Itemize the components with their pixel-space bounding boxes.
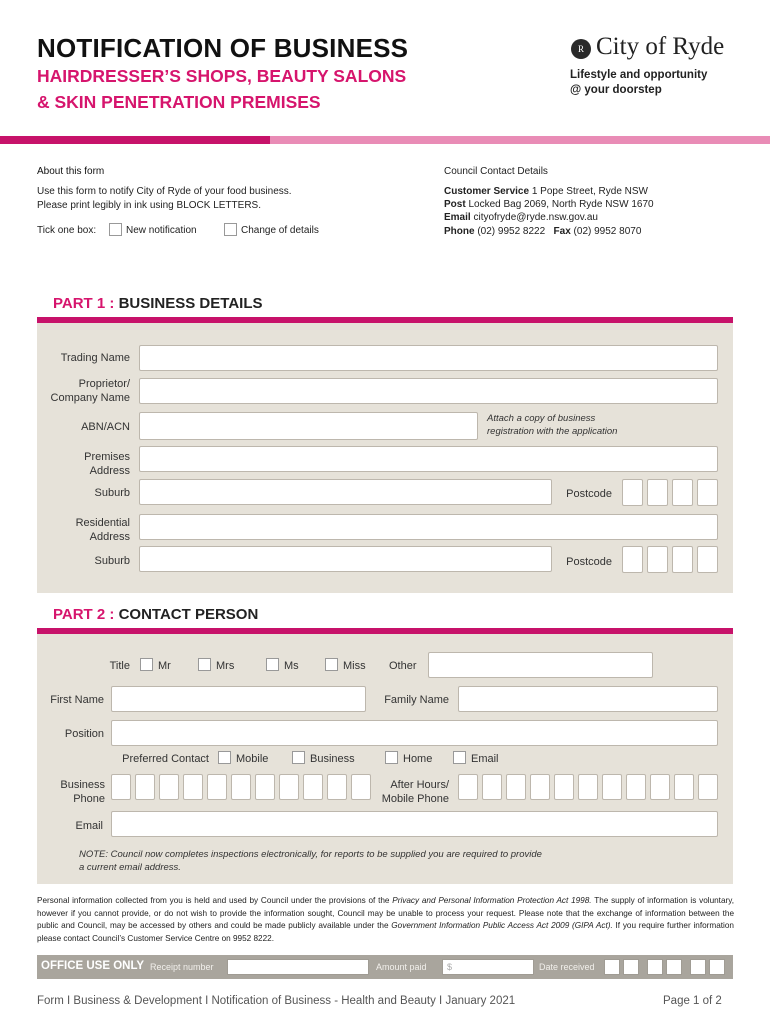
postcode2-cell[interactable]: [672, 546, 693, 573]
header-bar-light: [270, 136, 770, 144]
phone-value: (02) 9952 8222: [477, 226, 546, 237]
post-line: [444, 199, 654, 210]
after-hours-cell[interactable]: [674, 774, 694, 800]
page-number: Page 1 of 2: [663, 995, 722, 1007]
after-hours-label-2: Mobile Phone: [381, 793, 449, 805]
premises-label-2: Address: [89, 465, 130, 477]
email-pref-label: Email: [471, 753, 499, 765]
residential-label-2: Address: [89, 531, 130, 543]
residential-address-input[interactable]: [139, 514, 718, 540]
position-label: Position: [64, 728, 104, 740]
receipt-number-label: Receipt number: [150, 962, 214, 972]
phone-line: [444, 226, 641, 237]
privacy-text-1: Personal information collected from you is held and used by Council under the provisions of the: [37, 896, 393, 905]
business-phone-label-1: Business: [60, 779, 105, 791]
mr-checkbox[interactable]: [140, 658, 153, 671]
proprietor-label-1: Proprietor/: [78, 378, 130, 390]
part2-number: PART 2 :: [53, 606, 115, 623]
email-value: cityofryde@ryde.nsw.gov.au: [473, 212, 598, 223]
part1-heading: BUSINESS DETAILS: [118, 295, 263, 312]
business-phone-cell[interactable]: [327, 774, 347, 800]
business-phone-cell[interactable]: [159, 774, 179, 800]
postcode2-cell[interactable]: [622, 546, 643, 573]
postcode2-cell[interactable]: [697, 546, 718, 573]
after-hours-cell[interactable]: [482, 774, 502, 800]
city-logo-icon: R: [571, 39, 591, 59]
business-label: Business: [310, 753, 355, 765]
abn-label: ABN/ACN: [81, 421, 130, 433]
other-title-input[interactable]: [428, 652, 653, 678]
mobile-checkbox[interactable]: [218, 751, 231, 764]
mr-label: Mr: [158, 660, 171, 672]
suburb2-input[interactable]: [139, 546, 552, 572]
first-name-input[interactable]: [111, 686, 366, 712]
date-cell[interactable]: [647, 959, 663, 975]
after-hours-phone-cells[interactable]: [458, 774, 718, 802]
business-phone-cell[interactable]: [135, 774, 155, 800]
other-label: Other: [389, 660, 417, 672]
business-phone-cell[interactable]: [111, 774, 131, 800]
after-hours-cell[interactable]: [578, 774, 598, 800]
email-label: Email: [444, 212, 471, 223]
business-phone-cell[interactable]: [255, 774, 275, 800]
dollar-sign: $: [447, 962, 453, 972]
customer-service-line: [444, 186, 648, 197]
date-cell[interactable]: [666, 959, 682, 975]
business-phone-cell[interactable]: [303, 774, 323, 800]
new-notification-label: New notification: [126, 225, 197, 236]
after-hours-cell[interactable]: [458, 774, 478, 800]
contact-heading: Council Contact Details: [444, 166, 548, 177]
abn-input[interactable]: [139, 412, 478, 440]
mobile-label: Mobile: [236, 753, 269, 765]
receipt-number-input[interactable]: [227, 959, 369, 975]
ms-label: Ms: [284, 660, 299, 672]
postcode-cell[interactable]: [622, 479, 643, 506]
postcode2-cell[interactable]: [647, 546, 668, 573]
gipa-act-name: Government Information Public Access Act 2009 (GIPA Act).: [391, 921, 613, 930]
after-hours-cell[interactable]: [626, 774, 646, 800]
amount-paid-input[interactable]: [442, 959, 534, 975]
office-use-label: OFFICE USE ONLY: [41, 960, 145, 972]
premises-address-input[interactable]: [139, 446, 718, 472]
company-name-input[interactable]: [139, 378, 718, 404]
email-pref-checkbox[interactable]: [453, 751, 466, 764]
about-heading: About this form: [37, 166, 105, 177]
email-field-label: Email: [75, 820, 103, 832]
after-hours-label-1: After Hours/: [390, 779, 449, 791]
after-hours-cell[interactable]: [650, 774, 670, 800]
after-hours-cell[interactable]: [698, 774, 718, 800]
postcode-cell[interactable]: [697, 479, 718, 506]
tick-one-box-label: Tick one box:: [37, 225, 97, 236]
change-of-details-label: Change of details: [241, 225, 319, 236]
tagline-line2: @ your doorstep: [570, 84, 662, 96]
about-line2: Please print legibly in ink using BLOCK LETTERS.: [37, 200, 261, 211]
part1-number: PART 1 :: [53, 295, 115, 312]
residential-label-1: Residential: [75, 517, 130, 529]
privacy-text-3: If you require further information please contact Council’s Customer Service Centre on 9952 8222.: [37, 921, 734, 943]
home-label: Home: [403, 753, 433, 765]
city-logo-text: City of Ryde: [596, 33, 725, 60]
postcode-cell[interactable]: [647, 479, 668, 506]
business-phone-cell[interactable]: [279, 774, 299, 800]
trading-name-input[interactable]: [139, 345, 718, 371]
after-hours-cell[interactable]: [530, 774, 550, 800]
preferred-contact-label: Preferred Contact: [122, 753, 209, 765]
footer-text: Form I Business & Development I Notification of Business - Health and Beauty I January 2021: [37, 995, 516, 1007]
email-note-line1: NOTE: Council now completes inspections electronically, for reports to be supplied you are required to provide: [79, 849, 542, 860]
part1-title: [53, 295, 262, 312]
business-checkbox[interactable]: [292, 751, 305, 764]
new-notification-checkbox[interactable]: [109, 223, 122, 236]
after-hours-cell[interactable]: [554, 774, 574, 800]
amount-paid-label: Amount paid: [376, 962, 427, 972]
premises-label-1: Premises: [84, 451, 130, 463]
abn-note-line1: Attach a copy of business: [487, 413, 596, 424]
business-phone-label-2: Phone: [73, 793, 105, 805]
email-note-line2: a current email address.: [79, 862, 181, 873]
about-line1: Use this form to notify City of Ryde of your food business.: [37, 186, 292, 197]
part2-title: [53, 606, 258, 623]
tagline-line1: Lifestyle and opportunity: [570, 69, 708, 81]
change-of-details-checkbox[interactable]: [224, 223, 237, 236]
trading-name-label: Trading Name: [60, 352, 130, 364]
postcode2-label: Postcode: [566, 556, 612, 568]
email-line: [444, 212, 598, 223]
ms-checkbox[interactable]: [266, 658, 279, 671]
customer-service-label: Customer Service: [444, 186, 530, 197]
header-bar-dark: [0, 136, 270, 144]
date-cell[interactable]: [690, 959, 706, 975]
miss-label: Miss: [343, 660, 366, 672]
post-label: Post: [444, 199, 466, 210]
privacy-act-name: Privacy and Personal Information Protection Act 1998.: [392, 896, 592, 905]
form-subtitle-line2: & SKIN PENETRATION PREMISES: [37, 92, 321, 112]
business-phone-cells[interactable]: [111, 774, 371, 802]
after-hours-cell[interactable]: [602, 774, 622, 800]
fax-label: Fax: [553, 226, 571, 237]
fax-value: (02) 9952 8070: [573, 226, 642, 237]
business-phone-cell[interactable]: [183, 774, 203, 800]
proprietor-label-2: Company Name: [50, 392, 130, 404]
privacy-statement: [37, 895, 734, 945]
date-received-label: Date received: [539, 962, 595, 972]
part2-heading: CONTACT PERSON: [118, 606, 259, 623]
title-label: Title: [109, 660, 130, 672]
phone-label: Phone: [444, 226, 475, 237]
after-hours-cell[interactable]: [506, 774, 526, 800]
date-cell[interactable]: [604, 959, 620, 975]
date-cell[interactable]: [709, 959, 725, 975]
miss-checkbox[interactable]: [325, 658, 338, 671]
position-input[interactable]: [111, 720, 718, 746]
business-phone-cell[interactable]: [231, 774, 251, 800]
customer-service-value: 1 Pope Street, Ryde NSW: [531, 186, 648, 197]
family-name-input[interactable]: [458, 686, 718, 712]
office-use-bar: [37, 955, 733, 979]
postcode-label: Postcode: [566, 488, 612, 500]
abn-note-line2: registration with the application: [487, 426, 618, 437]
mrs-checkbox[interactable]: [198, 658, 211, 671]
mrs-label: Mrs: [216, 660, 235, 672]
suburb2-label: Suburb: [94, 555, 130, 567]
email-input[interactable]: [111, 811, 718, 837]
post-value: Locked Bag 2069, North Ryde NSW 1670: [468, 199, 654, 210]
first-name-label: First Name: [50, 694, 104, 706]
form-subtitle-line1: HAIRDRESSER’S SHOPS, BEAUTY SALONS: [37, 66, 407, 86]
suburb-label: Suburb: [94, 487, 130, 499]
postcode-cell[interactable]: [672, 479, 693, 506]
date-cell[interactable]: [623, 959, 639, 975]
form-title: NOTIFICATION OF BUSINESS: [37, 33, 409, 63]
family-name-label: Family Name: [384, 694, 449, 706]
business-phone-cell[interactable]: [207, 774, 227, 800]
home-checkbox[interactable]: [385, 751, 398, 764]
privacy-text-2: The supply of information is voluntary, however if you cannot provide, or do not wish to provide the information sought, Council may be unable to process your request. Please note that the exchange of information between the public and Council, may be accessed by others and could be made publicly available under the: [37, 896, 734, 930]
suburb-input[interactable]: [139, 479, 552, 505]
